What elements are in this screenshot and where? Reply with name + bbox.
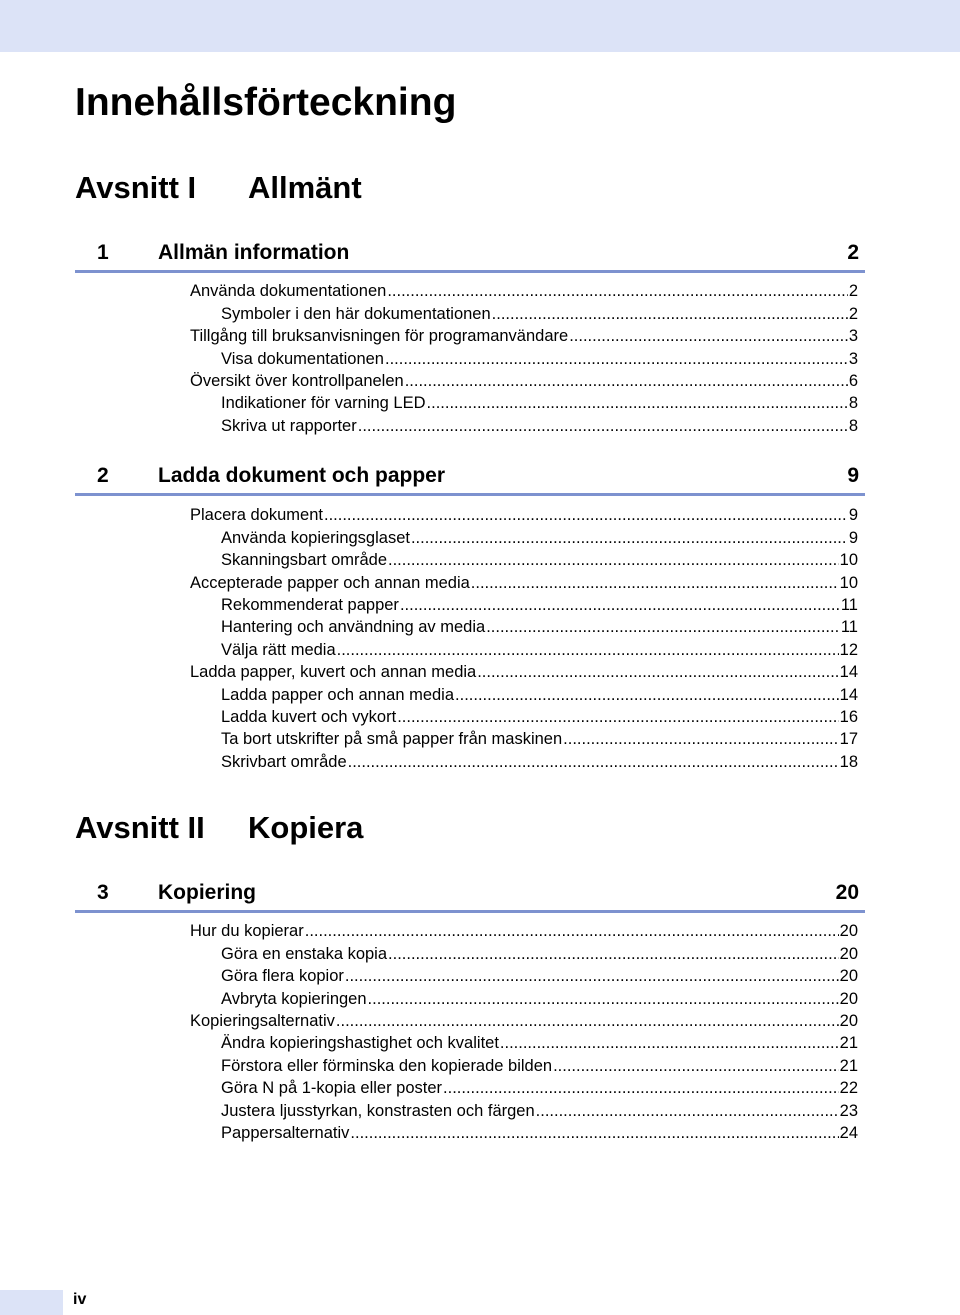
toc-entry-label: Göra N på 1-kopia eller poster [221, 1079, 443, 1098]
toc-entry[interactable] [221, 682, 858, 704]
toc-entry[interactable] [221, 548, 858, 570]
dot-leader [471, 573, 839, 593]
dot-leader [324, 505, 848, 525]
toc-entry[interactable] [221, 1098, 858, 1120]
dot-leader [350, 1123, 838, 1143]
toc-entry-label: Översikt över kontrollpanelen [190, 371, 404, 390]
page-number: iv [73, 1291, 87, 1308]
header-band [0, 0, 960, 52]
chapter-number: 1 [97, 241, 109, 264]
dot-leader [348, 752, 839, 772]
toc-entry-label: Göra flera kopior [221, 967, 344, 986]
toc-entry[interactable] [221, 1031, 858, 1053]
toc-entry-page: 20 [839, 944, 858, 963]
chapter-number: 3 [97, 881, 109, 904]
toc-entry[interactable] [190, 279, 858, 301]
chapter-page: 20 [835, 881, 859, 904]
toc-entry-label: Kopieringsalternativ [190, 1011, 335, 1030]
footer-band [0, 1290, 63, 1315]
toc-entry-label: Hantering och användning av media [221, 618, 486, 637]
toc-entry-page: 20 [839, 1011, 858, 1030]
toc-entry-label: Skriva ut rapporter [221, 416, 357, 435]
dot-leader [337, 640, 839, 660]
toc-entry-page: 6 [848, 371, 858, 390]
dot-leader [411, 528, 848, 548]
toc-entry[interactable] [190, 503, 858, 525]
toc-entry-page: 14 [839, 685, 858, 704]
toc-entry-label: Pappersalternativ [221, 1123, 350, 1142]
toc-entry-page: 20 [839, 922, 858, 941]
toc-entry[interactable] [221, 413, 858, 435]
toc-entry-label: Göra en enstaka kopia [221, 944, 388, 963]
toc-entry-page: 18 [839, 752, 858, 771]
dot-leader [486, 617, 840, 637]
toc-entry-label: Accepterade papper och annan media [190, 573, 470, 592]
toc-entry[interactable] [221, 346, 858, 368]
dot-leader [358, 416, 848, 436]
toc-entry-page: 8 [848, 394, 858, 413]
dot-leader [405, 371, 848, 391]
toc-entry[interactable] [221, 941, 858, 963]
dot-leader [536, 1101, 839, 1121]
toc-entry-label: Använda kopieringsglaset [221, 528, 410, 547]
toc-entry[interactable] [221, 749, 858, 771]
toc-entry-page: 23 [839, 1101, 858, 1120]
toc-entry-label: Tillgång till bruksanvisningen för programanvändare [190, 327, 569, 346]
toc-entry[interactable] [221, 637, 858, 659]
dot-leader [563, 729, 838, 749]
toc-entry-page: 9 [848, 528, 858, 547]
toc-entry-label: Ladda papper, kuvert och annan media [190, 663, 477, 682]
toc-entry-label: Hur du kopierar [190, 922, 304, 941]
toc-entry-page: 14 [839, 663, 858, 682]
toc-entry-label: Rekommenderat papper [221, 595, 399, 614]
dot-leader [385, 349, 848, 369]
toc-entry-label: Skrivbart område [221, 752, 347, 771]
toc-entry-page: 10 [839, 551, 858, 570]
chapter-page: 2 [847, 241, 859, 264]
toc-entry[interactable] [221, 301, 858, 323]
toc-entries-chapter-2 [0, 503, 960, 772]
section-label: Avsnitt II [75, 810, 205, 845]
toc-entry-page: 10 [839, 573, 858, 592]
toc-entry-page: 21 [839, 1056, 858, 1075]
toc-entry[interactable] [221, 964, 858, 986]
toc-entry-label: Indikationer för varning LED [221, 394, 426, 413]
toc-entry[interactable] [221, 1076, 858, 1098]
toc-entry-page: 2 [848, 304, 858, 323]
dot-leader [492, 304, 848, 324]
toc-entry-label: Använda dokumentationen [190, 282, 387, 301]
dot-leader [427, 393, 848, 413]
toc-entry-label: Ta bort utskrifter på små papper från maskinen [221, 730, 563, 749]
toc-entry-page: 22 [839, 1079, 858, 1098]
dot-leader [388, 550, 839, 570]
dot-leader [397, 707, 838, 727]
toc-entry[interactable] [221, 1053, 858, 1075]
toc-entry[interactable] [221, 615, 858, 637]
toc-entry-page: 3 [848, 349, 858, 368]
page-title: Innehållsförteckning [75, 81, 457, 124]
section-label: Avsnitt I [75, 170, 197, 205]
toc-entry-label: Förstora eller förminska den kopierade bilden [221, 1056, 553, 1075]
toc-entry-label: Symboler i den här dokumentationen [221, 304, 491, 323]
toc-entry-page: 21 [839, 1034, 858, 1053]
section-title: Kopiera [248, 810, 364, 845]
toc-entry-label: Ladda kuvert och vykort [221, 707, 397, 726]
toc-entries-chapter-1 [0, 279, 960, 436]
toc-entry[interactable] [221, 593, 858, 615]
section-title: Allmänt [248, 170, 362, 205]
dot-leader [477, 662, 838, 682]
dot-leader [387, 281, 847, 301]
toc-entry[interactable] [221, 986, 858, 1008]
chapter-heading-1[interactable] [75, 236, 865, 273]
chapter-title: Allmän information [158, 241, 350, 264]
toc-entry[interactable] [221, 525, 858, 547]
toc-entry-page: 8 [848, 416, 858, 435]
toc-entry[interactable] [221, 727, 858, 749]
section-heading-2 [75, 810, 363, 846]
toc-entry-page: 3 [848, 327, 858, 346]
chapter-heading-2[interactable] [75, 459, 865, 496]
toc-entry-label: Ändra kopieringshastighet och kvalitet [221, 1034, 499, 1053]
dot-leader [388, 944, 839, 964]
chapter-title: Ladda dokument och papper [158, 464, 446, 487]
toc-entry-label: Avbryta kopieringen [221, 989, 367, 1008]
toc-entry-page: 11 [840, 618, 858, 637]
toc-entry-page: 11 [840, 595, 858, 614]
toc-entry[interactable] [221, 705, 858, 727]
dot-leader [455, 685, 839, 705]
toc-entry-label: Placera dokument [190, 506, 323, 525]
chapter-number: 2 [97, 464, 109, 487]
toc-entry-page: 20 [839, 967, 858, 986]
toc-entry[interactable] [190, 324, 858, 346]
dot-leader [368, 989, 839, 1009]
toc-entry-page: 12 [839, 640, 858, 659]
toc-entry-page: 9 [848, 506, 858, 525]
dot-leader [443, 1078, 839, 1098]
toc-entry[interactable] [190, 570, 858, 592]
toc-entry-label: Skanningsbart område [221, 551, 388, 570]
dot-leader [345, 966, 839, 986]
toc-entry[interactable] [190, 660, 858, 682]
toc-entry[interactable] [221, 391, 858, 413]
toc-entry-label: Visa dokumentationen [221, 349, 384, 368]
chapter-heading-3[interactable] [75, 876, 865, 913]
toc-entry-page: 20 [839, 989, 858, 1008]
chapter-page: 9 [847, 464, 859, 487]
toc-entry-label: Ladda papper och annan media [221, 685, 455, 704]
chapter-title: Kopiering [158, 881, 256, 904]
toc-entry-page: 17 [839, 730, 858, 749]
toc-entries-chapter-3 [0, 919, 960, 1143]
toc-entry-page: 16 [839, 707, 858, 726]
toc-entry[interactable] [190, 1009, 858, 1031]
dot-leader [553, 1056, 839, 1076]
dot-leader [400, 595, 840, 615]
dot-leader [500, 1033, 839, 1053]
toc-entry-label: Justera ljusstyrkan, konstrasten och färgen [221, 1101, 535, 1120]
toc-entry-label: Välja rätt media [221, 640, 336, 659]
toc-entry-page: 2 [848, 282, 858, 301]
dot-leader [305, 921, 839, 941]
toc-entry[interactable] [221, 1121, 858, 1143]
section-heading-1 [75, 170, 362, 206]
toc-entry[interactable] [190, 919, 858, 941]
toc-entry[interactable] [190, 369, 858, 391]
dot-leader [569, 326, 848, 346]
dot-leader [336, 1011, 839, 1031]
toc-entry-page: 24 [839, 1123, 858, 1142]
